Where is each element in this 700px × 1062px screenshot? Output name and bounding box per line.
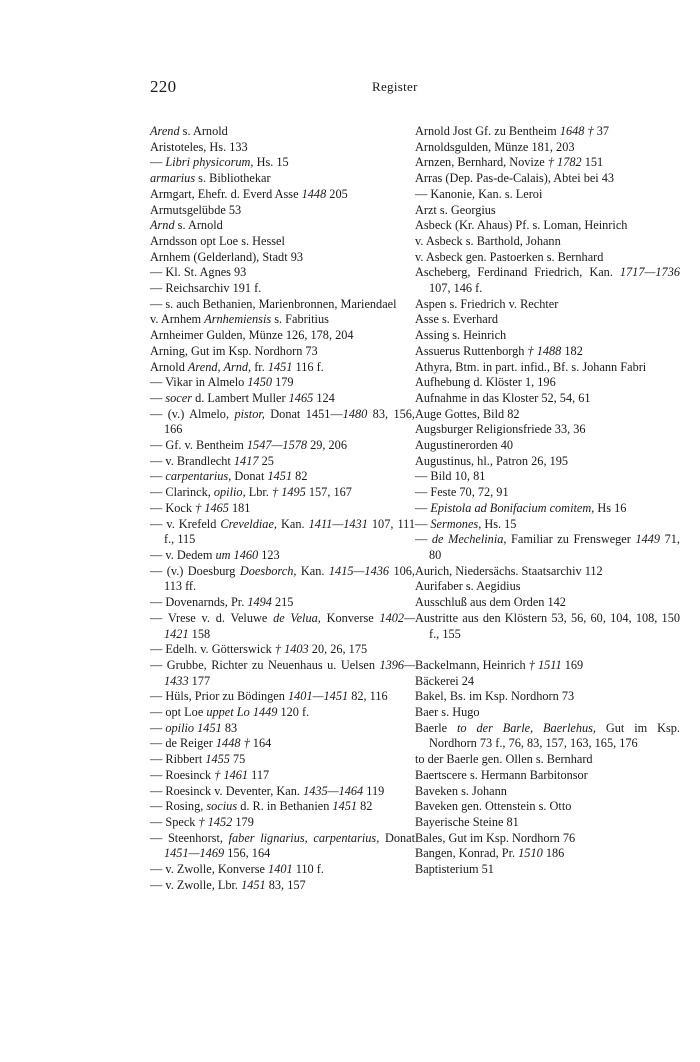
index-entry	[150, 375, 415, 391]
index-entry-text: — Dovenarnds, Pr.	[150, 595, 248, 610]
index-entry-text: Arnzen, Bernhard, Novize	[415, 155, 548, 170]
index-entry-text: Donat 1451—	[264, 406, 343, 421]
index-entry	[150, 124, 415, 140]
index-column-right	[415, 124, 680, 878]
index-entry-italic: Arnhemiensis	[204, 312, 272, 327]
index-entry	[415, 799, 680, 815]
index-entry-italic: carpentarius,	[165, 469, 232, 484]
index-entry-italic: 1450	[247, 375, 272, 390]
index-entry	[415, 265, 680, 296]
index-entry	[150, 611, 415, 642]
index-entry-text: 25	[258, 453, 274, 468]
index-entry-text: Baerle	[415, 720, 457, 735]
index-entry-text: Arning, Gut im Ksp. Nordhorn 73	[150, 343, 318, 358]
index-entry	[415, 658, 680, 674]
index-entry-text: —	[150, 155, 166, 170]
index-entry	[415, 752, 680, 768]
index-entry	[150, 595, 415, 611]
index-entry-text: —	[150, 720, 166, 735]
index-entry-italic: 1449	[635, 532, 661, 547]
index-entry	[415, 360, 680, 376]
index-entry-text: — v. Dedem	[150, 547, 216, 562]
index-entry-text: Arnold Jost Gf. zu Bentheim	[415, 124, 560, 138]
index-entry-text: Kan.	[296, 563, 329, 578]
index-entry	[150, 752, 415, 768]
index-entry-italic: 1411—1431	[308, 516, 368, 531]
index-entry-text: 177	[188, 673, 211, 688]
index-entry-text: Asse s. Everhard	[415, 312, 498, 327]
index-entry	[415, 422, 680, 438]
index-entry	[150, 815, 415, 831]
index-entry	[415, 297, 680, 313]
index-entry	[150, 218, 415, 234]
index-entry-text: —	[415, 500, 431, 515]
index-entry-italic: 1401	[268, 862, 293, 877]
index-entry-text: Auge Gottes, Bild 82	[415, 406, 520, 421]
index-entry-text: Gut im Ksp. Nordhorn 73 f., 76, 83, 157, 163, 165, 176	[429, 720, 680, 751]
index-entry-text: — v. Zwolle, Konverse	[150, 862, 269, 877]
index-entry	[415, 344, 680, 360]
index-entry	[415, 328, 680, 344]
index-entry-text: — Grubbe, Richter zu Neuenhaus u. Uelsen	[150, 657, 380, 672]
index-entry-italic: 1451	[267, 469, 293, 484]
index-entry-italic: 1455	[205, 752, 230, 767]
section-gap	[415, 642, 680, 658]
index-entry-italic: Arend, Arnd,	[187, 359, 252, 374]
index-entry-text: Bayerische Steine 81	[415, 814, 519, 829]
index-entry-text: 151	[581, 155, 604, 170]
index-entry	[150, 721, 415, 737]
index-entry-text: — v. Krefeld	[150, 516, 221, 531]
index-entry-italic: opilio,	[213, 485, 246, 500]
index-entry-text: — Vrese v. d. Veluwe	[150, 610, 274, 625]
index-entry	[150, 642, 415, 658]
index-entry-italic: armarius	[150, 171, 196, 186]
index-entry-italic: † 1782	[547, 155, 582, 170]
index-entry-italic: faber lignarius, carpentarius,	[228, 830, 380, 845]
index-entry-italic: 1648 †	[559, 124, 594, 138]
index-entry-italic: Arnd	[150, 218, 175, 233]
index-entry	[415, 721, 680, 752]
index-entry-text: 157, 167	[305, 485, 352, 500]
index-entry	[415, 784, 680, 800]
index-entry-italic: 1415—1436	[328, 563, 390, 578]
running-head-title: Register	[372, 79, 418, 94]
index-entry-text: v. Asbeck s. Barthold, Johann	[415, 233, 561, 248]
index-entry-text: Augsburger Religionsfriede 33, 36	[415, 422, 586, 437]
index-entry-text: to der Baerle gen. Ollen s. Bernhard	[415, 752, 593, 767]
index-entry	[415, 705, 680, 721]
index-entry-text: 123	[258, 547, 280, 562]
index-entry-text: — Ribbert	[150, 752, 206, 767]
index-entry-text: Athyra, Btm. in part. infid., Bf. s. Johann Fabri	[415, 359, 647, 374]
index-entry-text: 124	[313, 390, 335, 405]
index-entry-text: Aristoteles, Hs. 133	[150, 139, 248, 154]
index-entry-text: 83	[221, 720, 238, 735]
index-entry-text: Bakel, Bs. im Ksp. Nordhorn 73	[415, 689, 575, 704]
index-entry-text: Assuerus Ruttenborgh	[415, 343, 528, 358]
index-entry-text: s. Bibliothekar	[195, 171, 271, 186]
index-entry-text: Assing s. Heinrich	[415, 328, 507, 343]
index-entry-italic: Doesborch,	[239, 563, 297, 578]
index-entry	[415, 218, 680, 234]
index-entry	[150, 878, 415, 894]
index-entry	[150, 234, 415, 250]
index-entry	[150, 312, 415, 328]
index-entry	[415, 501, 680, 517]
index-entry	[415, 564, 680, 580]
index-entry-italic: 1435—1464	[303, 783, 364, 798]
index-entry-text: 169	[561, 657, 584, 672]
index-entry	[415, 674, 680, 690]
index-entry	[415, 831, 680, 847]
index-entry-text: Familiar zu Frensweger	[506, 532, 636, 547]
index-entry-italic: 1451	[267, 359, 293, 374]
index-entry	[150, 391, 415, 407]
index-entry-text: — Speck	[150, 814, 199, 829]
index-entry	[150, 155, 415, 171]
index-entry-text: Arzt s. Georgius	[415, 202, 496, 217]
index-entry-text: Aufnahme in das Kloster 52, 54, 61	[415, 390, 591, 405]
index-entry-text: Asbeck (Kr. Ahaus) Pf. s. Loman, Heinrich	[415, 218, 628, 233]
index-entry-italic: † 1465	[195, 500, 229, 515]
index-entry-text: 20, 26, 175	[308, 642, 368, 657]
index-entry-italic: de Velua,	[273, 610, 321, 625]
index-entry-text: Hs. 15	[481, 516, 517, 531]
index-entry-text: 119	[363, 783, 385, 798]
index-entry-text: — Roesinck v. Deventer, Kan.	[150, 783, 304, 798]
index-entry	[415, 846, 680, 862]
index-entry	[415, 171, 680, 187]
index-entry-text: d. R. in Bethanien	[237, 799, 333, 814]
index-entry	[415, 862, 680, 878]
index-entry-text: Backelmann, Heinrich	[415, 657, 529, 672]
index-entry	[150, 501, 415, 517]
index-entry	[415, 124, 680, 140]
index-entry-italic: † 1452	[198, 814, 233, 829]
index-entry	[415, 391, 680, 407]
index-entry	[415, 517, 680, 533]
index-entry	[150, 485, 415, 501]
index-entry-text: — Kock	[150, 500, 196, 515]
index-entry-text: Arndsson opt Loe s. Hessel	[150, 233, 285, 248]
index-entry	[415, 407, 680, 423]
index-entry-text: — v. Brandlecht	[150, 453, 234, 468]
index-entry-text: — Roesinck	[150, 767, 215, 782]
index-entry-text: s. Fabritius	[271, 312, 329, 327]
index-entry	[150, 517, 415, 548]
index-entry-text: 179	[232, 814, 254, 829]
index-entry	[415, 234, 680, 250]
index-entry-italic: 1396—1433	[164, 657, 415, 688]
index-entry-text: Arnold	[150, 359, 188, 374]
index-entry-text: 117	[248, 767, 270, 782]
index-entry-text: Donat	[231, 469, 268, 484]
index-entry-text: s. Arnold	[174, 218, 223, 233]
index-entry-text: Bangen, Konrad, Pr.	[415, 846, 519, 861]
index-entry-text: Arnoldsgulden, Münze 181, 203	[415, 139, 575, 154]
index-entry	[415, 611, 680, 642]
index-entry-italic: to der Barle, Baerlehus,	[457, 720, 596, 735]
index-entry-text: —	[150, 469, 166, 484]
index-entry-italic: 1465	[288, 390, 314, 405]
index-entry-text: 107, 146 f.	[429, 281, 483, 296]
index-entry-text: — Rosing,	[150, 799, 207, 814]
index-entry-italic: Epistola ad Bonifacium comitem,	[430, 500, 595, 515]
index-entry-text: Aufhebung d. Klöster 1, 196	[415, 375, 556, 390]
index-entry-text: 164	[249, 736, 272, 751]
index-entry-italic: 1451—1469	[164, 846, 225, 861]
index-entry-text: — s. auch Bethanien, Marienbronnen, Mariendael	[150, 296, 397, 311]
index-entry	[150, 187, 415, 203]
index-entry-text: Donat	[379, 830, 416, 845]
index-entry-italic: 1448 †	[215, 736, 250, 751]
index-entry-text: — Reichsarchiv 191 f.	[150, 281, 262, 296]
index-entry-italic: de Mechelinia,	[431, 532, 507, 547]
index-entry	[150, 250, 415, 266]
index-entry-text: 71, 80	[429, 532, 680, 562]
index-entry-text: 181	[228, 500, 251, 515]
index-entry	[150, 454, 415, 470]
index-entry-text: 75	[229, 752, 246, 767]
index-entry-text: Baveken gen. Ottenstein s. Otto	[415, 799, 572, 814]
index-entry	[150, 736, 415, 752]
index-entry	[150, 171, 415, 187]
index-entry-text: Arras (Dep. Pas-de-Calais), Abtei bei 43	[415, 171, 615, 186]
index-entry-text: 215	[271, 595, 294, 610]
index-entry-text: 107, 111 f., 115	[164, 516, 415, 547]
index-entry	[415, 250, 680, 266]
index-entry-text: 182	[561, 343, 583, 358]
index-entry-text: Baptisterium 51	[415, 862, 494, 877]
index-entry-text: —	[415, 516, 431, 531]
page-number: 220	[150, 77, 177, 96]
index-entry-text: Kan.	[276, 516, 309, 531]
index-entry-text: Ausschluß aus dem Orden 142	[415, 595, 566, 610]
index-entry-italic: socer	[165, 390, 193, 405]
index-entry-text: Baer s. Hugo	[415, 705, 480, 719]
index-entry	[150, 768, 415, 784]
index-entry-text: 83, 156, 166	[164, 406, 415, 437]
index-entry-text: Baveken s. Johann	[415, 783, 507, 798]
index-entry	[150, 689, 415, 705]
index-entry-text: 120 f.	[277, 705, 310, 720]
index-entry-text: Hs 16	[594, 500, 627, 515]
index-entry-italic: † 1495	[271, 485, 306, 500]
index-entry-italic: † 1461	[214, 767, 249, 782]
index-entry-italic: uppet Lo 1449	[206, 705, 278, 720]
index-entry-text: — (v.) Almelo,	[150, 406, 235, 421]
index-entry-text: 37	[593, 124, 610, 138]
index-entry-italic: † 1403	[274, 642, 309, 657]
index-entry	[150, 469, 415, 485]
index-entry-italic: † 1511	[528, 657, 562, 672]
index-entry-text: s. Arnold	[179, 124, 228, 138]
index-entry	[415, 768, 680, 784]
index-entry-italic: 1402—1421	[164, 610, 416, 641]
index-entry-italic: opilio 1451	[165, 720, 222, 735]
index-entry-italic: 1417	[233, 453, 259, 468]
index-entry-text: 106, 113 ff.	[164, 563, 415, 594]
index-entry	[150, 360, 415, 376]
index-entry	[150, 784, 415, 800]
index-entry-text: 110 f.	[292, 862, 324, 877]
index-entry-text: — Steenhorst,	[150, 830, 229, 845]
index-entry-text: 82, 116	[348, 689, 388, 704]
index-entry	[150, 799, 415, 815]
index-entry-text: — Clarinck,	[150, 485, 214, 500]
index-entry	[415, 689, 680, 705]
index-entry	[150, 328, 415, 344]
index-entry-text: Hs. 15	[253, 155, 289, 170]
index-entry	[415, 375, 680, 391]
index-entry-text: — Kanonie, Kan. s. Leroi	[415, 186, 543, 201]
index-entry-text: Arnhem (Gelderland), Stadt 93	[150, 249, 303, 264]
index-entry-text: Aspen s. Friedrich v. Rechter	[415, 296, 559, 311]
index-entry	[415, 312, 680, 328]
index-entry-italic: Creveldiae,	[220, 516, 277, 531]
index-entry	[415, 815, 680, 831]
index-entry-text: 83, 157	[265, 877, 306, 892]
index-entry	[150, 265, 415, 281]
index-entry-text: 82	[357, 799, 373, 814]
index-entry-text: 205	[326, 186, 348, 201]
index-entry-italic: 1547—1578	[246, 438, 308, 453]
index-entry-text: — opt Loe	[150, 705, 207, 720]
index-entry	[150, 407, 415, 438]
index-entry-italic: Arend	[150, 124, 180, 138]
index-entry	[415, 595, 680, 611]
index-entry-text: v. Arnhem	[150, 312, 205, 327]
index-entry-italic: socius	[206, 799, 238, 814]
index-entry-italic: 1480	[342, 406, 368, 421]
index-entry-text: — de Reiger	[150, 736, 216, 751]
index-entry	[150, 831, 415, 862]
index-entry-italic: 1401—1451	[288, 689, 349, 704]
index-entry	[415, 485, 680, 501]
index-entry	[150, 658, 415, 689]
index-entry-italic: pistor,	[234, 406, 265, 421]
index-entry-italic: Libri physicorum,	[165, 155, 254, 170]
index-entry	[150, 281, 415, 297]
index-entry	[415, 469, 680, 485]
index-entry-text: — Kl. St. Agnes 93	[150, 265, 247, 280]
index-entry-text: Armgart, Ehefr. d. Everd Asse	[150, 186, 302, 201]
index-entry-text: Konverse	[320, 610, 380, 625]
index-entry-italic: 1451	[332, 799, 358, 814]
index-entry-text: Aurich, Niedersächs. Staatsarchiv 112	[415, 563, 603, 578]
index-entry-text: 156, 164	[224, 846, 271, 861]
index-entry	[150, 438, 415, 454]
index-entry-italic: 1494	[247, 595, 272, 610]
index-entry-text: 179	[272, 375, 294, 390]
index-entry-italic: 1717—1736	[619, 265, 680, 280]
index-entry-text: Bäckerei 24	[415, 673, 475, 688]
index-entry-text: — Hüls, Prior zu Bödingen	[150, 689, 288, 704]
index-entry	[415, 579, 680, 595]
index-entry	[150, 705, 415, 721]
index-entry-text: 116 f.	[292, 359, 324, 374]
index-entry-text: 82	[292, 469, 308, 484]
index-entry-text: — v. Zwolle, Lbr.	[150, 877, 242, 892]
index-entry-text: —	[415, 532, 432, 547]
index-entry-text: Aurifaber s. Aegidius	[415, 579, 521, 594]
index-entry-text: Baertscere s. Hermann Barbitonsor	[415, 767, 588, 782]
index-entry-text: v. Asbeck gen. Pastoerken s. Bernhard	[415, 249, 604, 264]
index-entry-text: — Edelh. v. Götterswick	[150, 642, 275, 657]
index-entry-text: —	[150, 390, 166, 405]
index-entry	[415, 454, 680, 470]
index-entry-italic: Sermones,	[430, 516, 482, 531]
index-entry-text: d. Lambert Muller	[192, 390, 289, 405]
index-entry	[415, 140, 680, 156]
index-entry-italic: um 1460	[215, 547, 259, 562]
index-entry-text: — Feste 70, 72, 91	[415, 485, 509, 500]
index-entry-text: — Bild 10, 81	[415, 469, 486, 484]
index-entry	[150, 862, 415, 878]
index-entry	[150, 140, 415, 156]
index-entry-text: 158	[188, 626, 211, 641]
index-entry-text: — Gf. v. Bentheim	[150, 438, 247, 453]
index-entry-text: Augustinerorden 40	[415, 438, 514, 453]
index-entry-text: 29, 206	[307, 438, 347, 453]
index-entry-text: Austritte aus den Klöstern 53, 56, 60, 104, 108, 150 f., 155	[415, 610, 680, 641]
index-entry-text: fr.	[251, 359, 268, 374]
index-entry	[150, 297, 415, 313]
index-column-left	[150, 124, 415, 893]
index-entry-italic: 1451	[241, 877, 266, 892]
index-entry-text: Ascheberg, Ferdinand Friedrich, Kan.	[415, 265, 620, 280]
index-entry-text: Armutsgelübde 53	[150, 202, 242, 217]
index-entry-text: 186	[542, 846, 565, 861]
index-entry-italic: 1448	[301, 186, 327, 201]
index-entry-text: Arnheimer Gulden, Münze 126, 178, 204	[150, 328, 354, 343]
index-entry	[415, 532, 680, 563]
index-entry	[415, 438, 680, 454]
index-entry	[150, 344, 415, 360]
index-entry-italic: † 1488	[527, 343, 562, 358]
index-entry-text: — Vikar in Almelo	[150, 375, 248, 390]
index-entry	[150, 548, 415, 564]
index-entry-italic: 1510	[518, 846, 543, 861]
index-entry-text: Lbr.	[245, 485, 272, 500]
index-entry	[415, 187, 680, 203]
index-entry	[415, 203, 680, 219]
index-entry	[415, 155, 680, 171]
index-entry-text: Augustinus, hl., Patron 26, 195	[415, 453, 569, 468]
index-entry-text: Bales, Gut im Ksp. Nordhorn 76	[415, 830, 576, 845]
index-entry	[150, 203, 415, 219]
index-entry-text: — (v.) Doesburg	[150, 563, 240, 578]
index-entry	[150, 564, 415, 595]
